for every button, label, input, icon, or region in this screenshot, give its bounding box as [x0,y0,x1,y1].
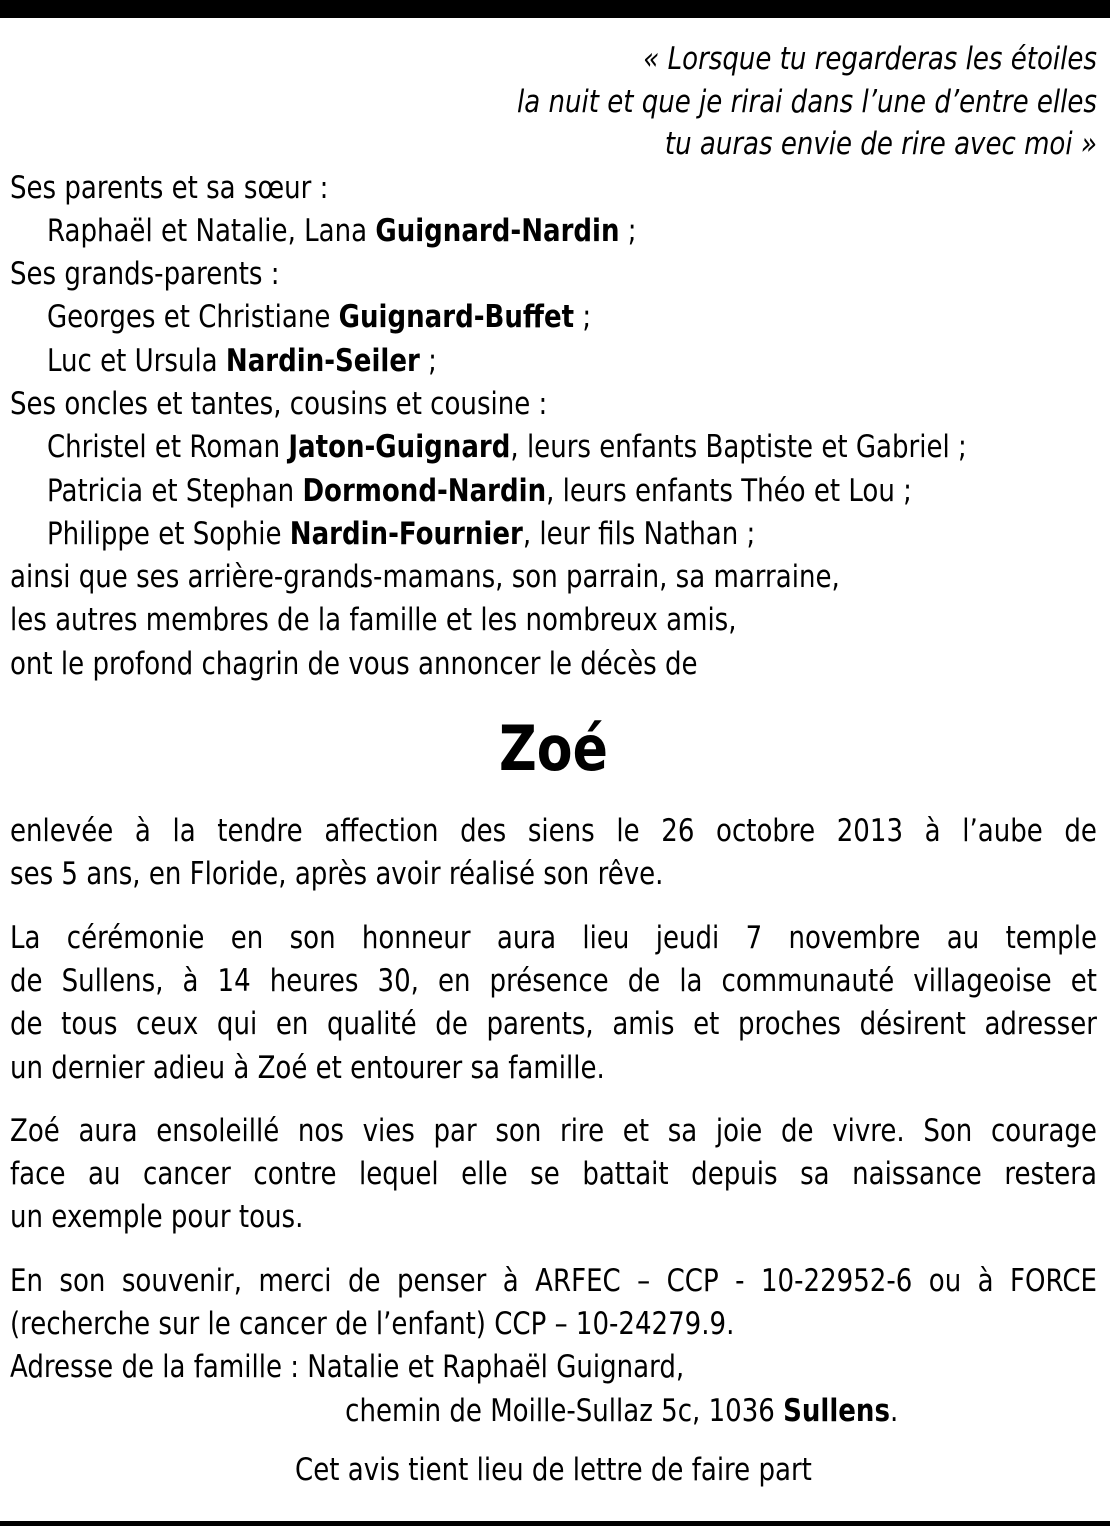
paragraph-line: un dernier adieu à Zoé et entourer sa famille. [10,1049,605,1086]
ceremony-paragraph [10,917,1097,1090]
address-line [10,1390,1097,1433]
quote-line: « Lorsque tu regarderas les étoiles [643,41,1097,77]
paragraph-line: En son souvenir, merci de penser à ARFEC – CCP - 10-22952-6 ou à FORCE [10,1262,1097,1299]
paragraph-line: (recherche sur le cancer de l’enfant) CCP – 10-24279.9. [10,1306,735,1343]
closing-note: Cet avis tient lieu de lettre de faire part [295,1451,812,1488]
tribute-paragraph [10,1110,1097,1240]
deceased-name: Zoé [499,712,608,786]
uncles-children: , leur fils Nathan ; [522,515,756,552]
paragraph-line: enlevée à la tendre affection des siens le 26 octobre 2013 à l’aube de [10,813,1097,850]
uncles-children: , leurs enfants Baptiste et Gabriel ; [510,429,967,466]
grandparents-entry [10,340,1097,383]
uncles-names: Patricia et Stephan [46,472,303,509]
uncles-names: Christel et Roman [46,429,289,466]
uncles-surname: Jaton-Guignard [288,429,511,466]
uncles-entry [10,513,1097,556]
punctuation: ; [619,212,637,249]
parents-surname: Guignard-Nardin [375,212,620,249]
grandparents-entry [10,296,1097,339]
grandparents-surname: Guignard-Buffet [338,299,575,336]
donations-paragraph [10,1260,1097,1347]
street-address: chemin de Moille-Sullaz 5c, 1036 [345,1392,784,1429]
paragraph-line: de Sullens, à 14 heures 30, en présence de la communauté villageoise et [10,962,1097,999]
obituary-notice [10,38,1097,1492]
others-line: les autres membres de la famille et les nombreux amis, [10,602,737,639]
uncles-surname: Dormond-Nardin [302,472,547,509]
address-line: Adresse de la famille : Natalie et Raphaël Guignard, [10,1349,685,1386]
town-name: Sullens [783,1392,890,1429]
family-list [10,167,1097,687]
parents-names: Raphaël et Natalie, Lana [46,212,376,249]
uncles-entry [10,470,1097,513]
paragraph-line: un exemple pour tous. [10,1199,304,1236]
uncles-children: , leurs enfants Théo et Lou ; [546,472,912,509]
uncles-entry [10,426,1097,469]
epigraph-quote [10,38,1097,166]
punctuation: . [889,1392,899,1429]
uncles-heading: Ses oncles et tantes, cousins et cousine : [10,385,548,422]
uncles-names: Philippe et Sophie [46,515,290,552]
paragraph-line: ses 5 ans, en Floride, après avoir réalisé son rêve. [10,856,664,893]
announcement-line: ont le profond chagrin de vous annoncer le décès de [10,645,698,682]
grandparents-names: Georges et Christiane [46,299,339,336]
grandparents-heading: Ses grands-parents : [10,256,280,293]
others-line: ainsi que ses arrière-grands-mamans, son parrain, sa marraine, [10,559,840,596]
paragraph-line: Zoé aura ensoleillé nos vies par son rire et sa joie de vivre. Son courage [10,1112,1097,1149]
punctuation: ; [574,299,592,336]
paragraph-line: La cérémonie en son honneur aura lieu jeudi 7 novembre au temple [10,919,1097,956]
quote-line: la nuit et que je rirai dans l’une d’entre elles [516,83,1097,120]
paragraph-line: de tous ceux qui en qualité de parents, amis et proches désirent adresser [10,1006,1097,1043]
punctuation: ; [419,342,437,379]
grandparents-names: Luc et Ursula [46,342,226,379]
uncles-surname: Nardin-Fournier [289,515,523,552]
paragraph-line: face au cancer contre lequel elle se battait depuis sa naissance restera [10,1156,1097,1193]
bottom-border-rule [0,1521,1110,1526]
parents-heading: Ses parents et sa sœur : [10,169,329,206]
death-paragraph [10,810,1097,897]
top-border-rule [0,0,1110,18]
quote-line: tu auras envie de rire avec moi » [664,126,1097,162]
grandparents-surname: Nardin-Seiler [225,342,420,379]
parents-entry [10,210,1097,253]
family-address [10,1346,1097,1433]
